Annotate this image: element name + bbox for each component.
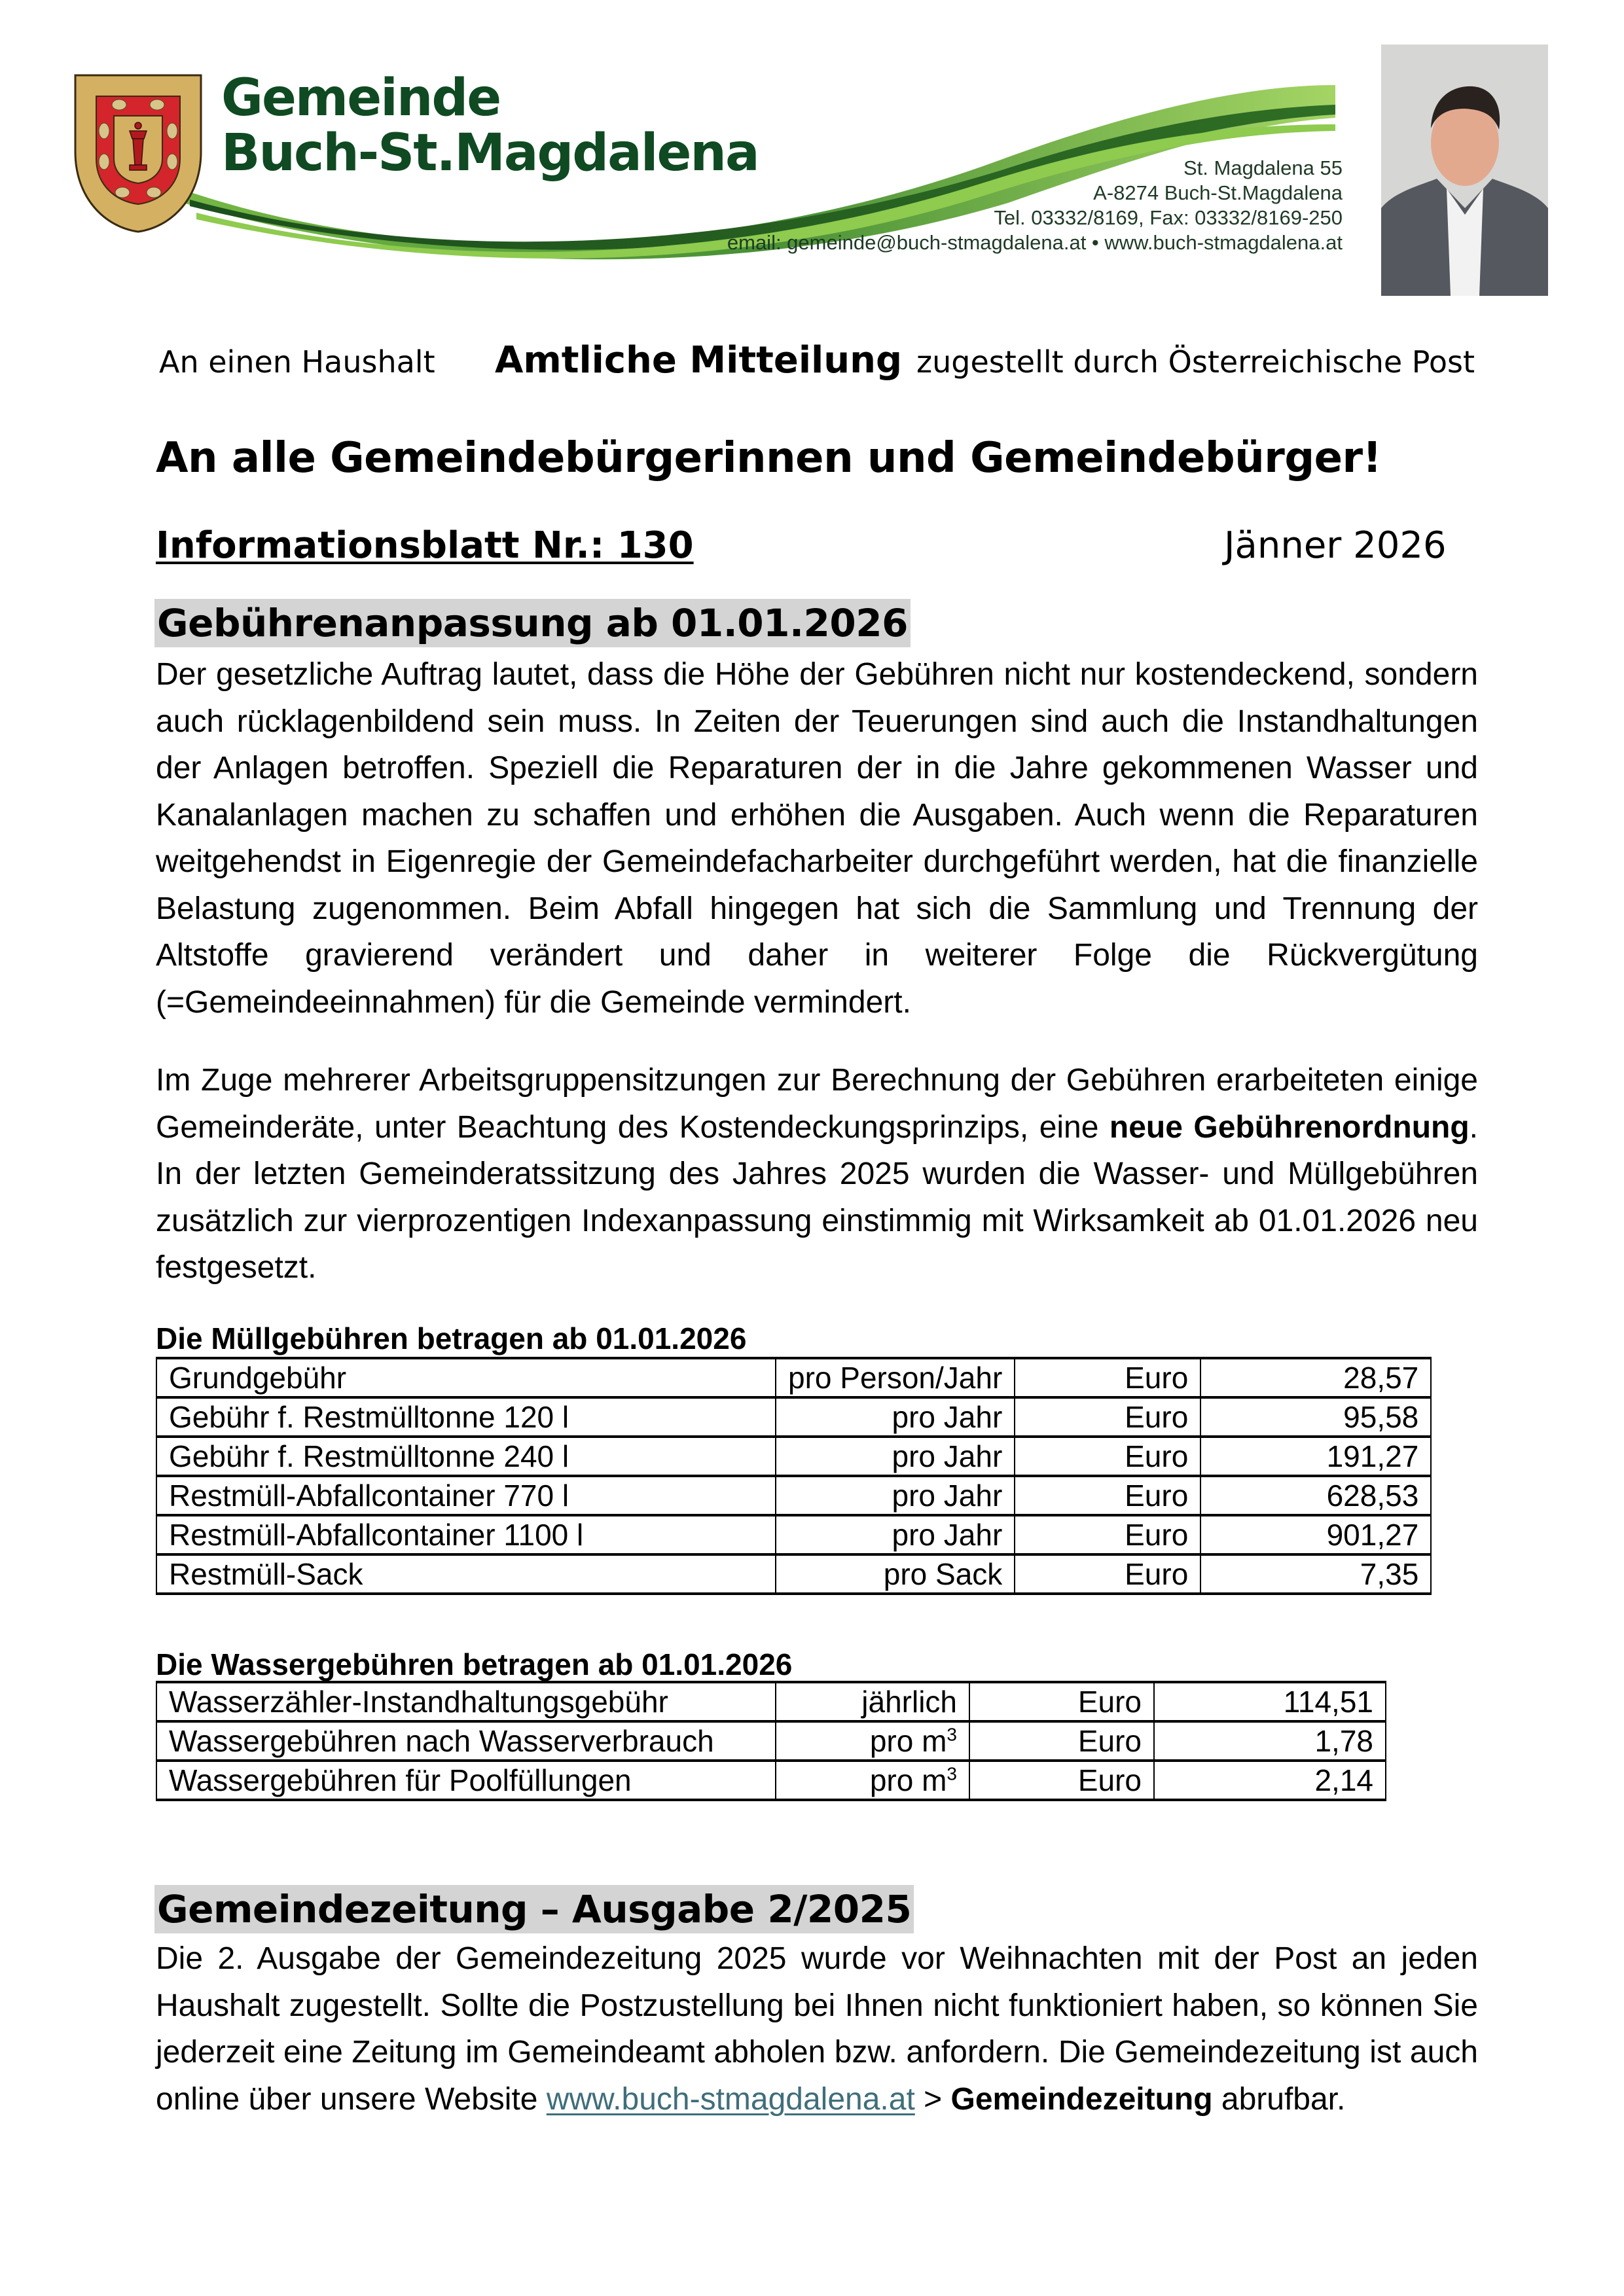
fee-amount: 7,35 bbox=[1200, 1554, 1431, 1594]
fee-unit bbox=[776, 1761, 969, 1800]
fee-unit: pro Person/Jahr bbox=[776, 1358, 1015, 1397]
fee-amount: 901,27 bbox=[1200, 1515, 1431, 1554]
address-city: A-8274 Buch-St.Magdalena bbox=[1093, 181, 1343, 204]
fee-currency: Euro bbox=[1015, 1437, 1200, 1476]
fee-unit: pro Sack bbox=[776, 1554, 1015, 1594]
newspaper-menu-label: Gemeindezeitung bbox=[950, 2081, 1213, 2117]
fee-currency: Euro bbox=[1015, 1397, 1200, 1437]
table-row bbox=[156, 1721, 1386, 1761]
fee-unit-superscript: 3 bbox=[947, 1763, 957, 1784]
fee-amount: 191,27 bbox=[1200, 1437, 1431, 1476]
fee-item: Gebühr f. Restmülltonne 240 l bbox=[156, 1437, 776, 1476]
fee-amount: 1,78 bbox=[1154, 1721, 1386, 1761]
fee-unit-text: jährlich bbox=[861, 1685, 957, 1719]
waste-fee-table bbox=[156, 1357, 1432, 1595]
table-row bbox=[156, 1761, 1386, 1800]
table-row bbox=[156, 1358, 1431, 1397]
fee-unit-superscript: 3 bbox=[947, 1724, 957, 1745]
fees-paragraph-2 bbox=[156, 1057, 1478, 1291]
newspaper-paragraph bbox=[156, 1935, 1478, 2123]
coat-of-arms-logo bbox=[73, 73, 203, 234]
fee-item: Restmüll-Abfallcontainer 770 l bbox=[156, 1476, 776, 1515]
phone-fax: Tel. 03332/8169, Fax: 03332/8169-250 bbox=[994, 206, 1343, 229]
issue-number: Informationsblatt Nr.: 130 bbox=[156, 524, 694, 567]
fee-currency: Euro bbox=[969, 1721, 1154, 1761]
fee-amount: 28,57 bbox=[1200, 1358, 1431, 1397]
table-row bbox=[156, 1515, 1431, 1554]
fee-item: Wassergebühren für Poolfüllungen bbox=[156, 1761, 776, 1800]
fee-unit bbox=[776, 1721, 969, 1761]
fee-unit bbox=[776, 1682, 969, 1721]
fee-currency: Euro bbox=[1015, 1554, 1200, 1594]
fee-currency: Euro bbox=[1015, 1358, 1200, 1397]
table-row bbox=[156, 1437, 1431, 1476]
contact-block bbox=[727, 156, 1343, 255]
waste-table-caption: Die Müllgebühren betragen ab 01.01.2026 bbox=[156, 1321, 747, 1355]
fee-amount: 95,58 bbox=[1200, 1397, 1431, 1437]
website-link[interactable]: www.buch-stmagdalena.at bbox=[546, 2081, 915, 2117]
paragraph-bold-text: neue Gebührenordnung bbox=[1109, 1109, 1470, 1145]
fee-item: Restmüll-Abfallcontainer 1100 l bbox=[156, 1515, 776, 1554]
breadcrumb-separator: > bbox=[914, 2081, 951, 2117]
table-row bbox=[156, 1554, 1431, 1594]
fee-item: Gebühr f. Restmülltonne 120 l bbox=[156, 1397, 776, 1437]
fees-paragraph-1: Der gesetzliche Auftrag lautet, dass die Höhe der Gebühren nicht nur kostendeckend, sondern auch rücklagenbildend sein muss. In Zeiten der Teuerungen sind auch die Instandhaltungen der Anlagen betroffen. Speziell die Reparaturen der in die Jahre gekommenen Wasser und Kanalanlagen machen zu schaffen und erhöhen die Ausgaben. Auch wenn die Reparaturen weitgehendst in Eigenregie der Gemeindefacharbeiter durchgeführt werden, hat die finanzielle Belastung zugenommen. Beim Abfall hingegen hat sich die Sammlung und Trennung der Altstoffe gravierend verändert und daher in weiterer Folge die Rückvergütung (=Gemeindeeinnahmen) für die Gemeinde vermindert. bbox=[156, 657, 1478, 1020]
fee-currency: Euro bbox=[969, 1682, 1154, 1721]
fee-unit: pro Jahr bbox=[776, 1515, 1015, 1554]
paragraph-text: Im Zuge mehrerer Arbeitsgruppensitzungen zur Berechnung der Gebühren erarbeiteten einige Gemeinderäte, unter Beachtung des Kostendeckungsprinzips, eine bbox=[156, 1063, 1478, 1145]
table-row bbox=[156, 1476, 1431, 1515]
brand-line-2: Buch-St.Magdalena bbox=[221, 124, 759, 183]
fee-currency: Euro bbox=[1015, 1515, 1200, 1554]
paragraph-text: abrufbar. bbox=[1212, 2081, 1346, 2117]
mayor-portrait-photo bbox=[1381, 45, 1548, 296]
water-fee-table bbox=[156, 1681, 1386, 1801]
fee-unit: pro Jahr bbox=[776, 1397, 1015, 1437]
brand-line-1: Gemeinde bbox=[221, 69, 501, 128]
fee-amount: 2,14 bbox=[1154, 1761, 1386, 1800]
postal-delivery-label: zugestellt durch Österreichische Post bbox=[916, 344, 1475, 380]
address-street: St. Magdalena 55 bbox=[1183, 156, 1343, 179]
fee-unit-text: pro m bbox=[869, 1763, 947, 1797]
paragraph-text: Die 2. Ausgabe der Gemeindezeitung 2025 wurde vor Weihnachten mit der Post an jeden Haushalt zugestellt. Sollte die Postzustellung bei Ihnen nicht funktioniert haben, so können Sie jederzeit eine Zeitung im Gemeindeamt abholen bzw. anfordern. Die Gemeindezeitung ist auch online über unsere Website bbox=[156, 1941, 1478, 2117]
email-web: email: gemeinde@buch-stmagdalena.at • www.buch-stmagdalena.at bbox=[727, 231, 1343, 254]
fee-currency: Euro bbox=[969, 1761, 1154, 1800]
paragraph-text: . In der letzten Gemeinderatssitzung des Jahres 2025 wurden die Wasser- und Müllgebühren zusätzlich zur vierprozentigen Indexanpassung einstimmig mit Wirksamkeit ab 01.01.2026 neu festgesetzt. bbox=[156, 1109, 1478, 1285]
fee-currency: Euro bbox=[1015, 1476, 1200, 1515]
table-row bbox=[156, 1682, 1386, 1721]
municipality-brand bbox=[221, 71, 759, 181]
fee-unit: pro Jahr bbox=[776, 1476, 1015, 1515]
page-title: An alle Gemeindebürgerinnen und Gemeindebürger! bbox=[156, 434, 1382, 482]
fee-unit: pro Jahr bbox=[776, 1437, 1015, 1476]
fee-item: Wassergebühren nach Wasserverbrauch bbox=[156, 1721, 776, 1761]
recipient-label: An einen Haushalt bbox=[159, 344, 435, 380]
issue-date: Jänner 2026 bbox=[1224, 524, 1447, 567]
fee-amount: 114,51 bbox=[1154, 1682, 1386, 1721]
section-heading-fees: Gebührenanpassung ab 01.01.2026 bbox=[154, 599, 911, 647]
section-heading-newspaper: Gemeindezeitung – Ausgabe 2/2025 bbox=[154, 1885, 914, 1933]
fee-unit-text: pro m bbox=[869, 1724, 947, 1758]
water-table-caption: Die Wassergebühren betragen ab 01.01.2026 bbox=[156, 1647, 793, 1681]
fee-item: Grundgebühr bbox=[156, 1358, 776, 1397]
fee-amount: 628,53 bbox=[1200, 1476, 1431, 1515]
table-row bbox=[156, 1397, 1431, 1437]
delivery-line bbox=[159, 339, 1494, 385]
fee-item: Wasserzähler-Instandhaltungsgebühr bbox=[156, 1682, 776, 1721]
official-notice-label: Amtliche Mitteilung bbox=[495, 339, 903, 382]
fee-item: Restmüll-Sack bbox=[156, 1554, 776, 1594]
